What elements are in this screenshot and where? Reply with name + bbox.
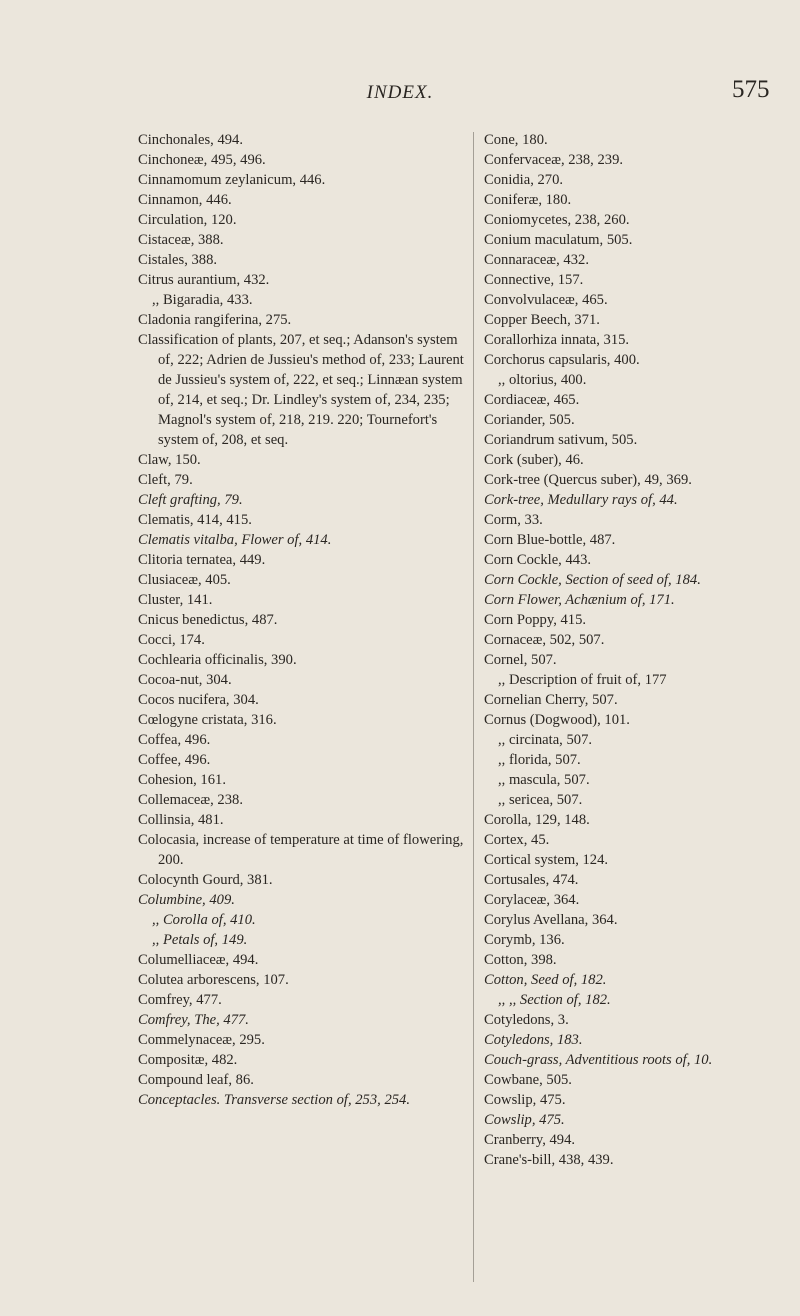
index-entry: Cotton, Seed of, 182.: [484, 972, 607, 988]
index-entry: Corm, 33.: [484, 512, 543, 528]
index-entry: Comfrey, 477.: [138, 992, 222, 1008]
index-entry: Coniferæ, 180.: [484, 192, 572, 208]
index-entry: Citrus aurantium, 432.: [138, 272, 270, 288]
index-entry: Colocynth Gourd, 381.: [138, 872, 273, 888]
index-entry: Clematis, 414, 415.: [138, 512, 252, 528]
index-entry: Coriander, 505.: [484, 412, 575, 428]
index-entry: ,, circinata, 507.: [498, 732, 593, 748]
index-column-right: [484, 130, 784, 1170]
index-entry: Coffee, 496.: [138, 752, 211, 768]
index-entry: ,, ,, Section of, 182.: [498, 992, 611, 1008]
index-entry: Coniomycetes, 238, 260.: [484, 212, 630, 228]
index-entry: Cinchonales, 494.: [138, 132, 243, 148]
index-entry: Cornus (Dogwood), 101.: [484, 712, 630, 728]
index-entry: Corn Cockle, Section of seed of, 184.: [484, 572, 701, 588]
index-entry: Corn Cockle, 443.: [484, 552, 592, 568]
index-entry: Cnicus benedictus, 487.: [138, 612, 278, 628]
column-divider: [473, 132, 474, 1282]
index-entry: Corolla, 129, 148.: [484, 812, 590, 828]
index-entry: Connaraceæ, 432.: [484, 252, 589, 268]
index-entry: Confervaceæ, 238, 239.: [484, 152, 624, 168]
index-entry: Cornel, 507.: [484, 652, 557, 668]
index-entry: Cotyledons, 183.: [484, 1032, 583, 1048]
index-entry: ,, Description of fruit of, 177: [498, 672, 667, 688]
index-entry: Corymb, 136.: [484, 932, 565, 948]
index-entry: Clematis vitalba, Flower of, 414.: [138, 532, 332, 548]
index-entry: Conium maculatum, 505.: [484, 232, 633, 248]
index-entry: Cotyledons, 3.: [484, 1012, 569, 1028]
index-entry: Cork-tree, Medullary rays of, 44.: [484, 492, 678, 508]
index-entry: Corallorhiza innata, 315.: [484, 332, 630, 348]
index-entry: ,, Bigaradia, 433.: [152, 292, 253, 308]
index-entry: Compositæ, 482.: [138, 1052, 238, 1068]
index-entry: Classification of plants, 207, et seq.; Adanson's system of, 222; Adrien de Jussieu's method of, 233; Laurent de Jussieu's system of, 222, et seq.; Linnæan system of, 214, et seq.; Dr. Lindley's system of, 234, 235; Magnol's system of, 218, 219. 220; Tournefort's system of, 208, et seq.: [138, 332, 464, 448]
index-entry: Claw, 150.: [138, 452, 201, 468]
index-entry: Cocci, 174.: [138, 632, 205, 648]
index-entry: Conidia, 270.: [484, 172, 564, 188]
index-entry: Cinnamomum zeylanicum, 446.: [138, 172, 326, 188]
index-entry: Coffea, 496.: [138, 732, 211, 748]
index-entry: Corylaceæ, 364.: [484, 892, 580, 908]
index-entry: ,, Petals of, 149.: [152, 932, 248, 948]
index-entry: Cranberry, 494.: [484, 1132, 576, 1148]
index-entry: Collemaceæ, 238.: [138, 792, 243, 808]
index-entry: Columbine, 409.: [138, 892, 235, 908]
index-entry: Columelliaceæ, 494.: [138, 952, 259, 968]
index-entry: Cork (suber), 46.: [484, 452, 584, 468]
page-number: 575: [732, 76, 770, 103]
index-entry: ,, oltorius, 400.: [498, 372, 587, 388]
index-entry: Cistales, 388.: [138, 252, 218, 268]
index-entry: Cleft grafting, 79.: [138, 492, 243, 508]
index-entry: Cornaceæ, 502, 507.: [484, 632, 605, 648]
index-entry: Crane's-bill, 438, 439.: [484, 1152, 614, 1168]
index-entry: Cluster, 141.: [138, 592, 213, 608]
index-column-left: [138, 130, 473, 1110]
index-entry: Cowslip, 475.: [484, 1092, 566, 1108]
index-entry: Clusiaceæ, 405.: [138, 572, 231, 588]
index-entry: Cochlearia officinalis, 390.: [138, 652, 297, 668]
index-entry: Couch-grass, Adventitious roots of, 10.: [484, 1052, 713, 1068]
index-entry: Cortical system, 124.: [484, 852, 609, 868]
page-header-title: INDEX.: [366, 82, 434, 103]
index-entry: Cortusales, 474.: [484, 872, 579, 888]
index-entry: Cowbane, 505.: [484, 1072, 572, 1088]
index-entry: Cocos nucifera, 304.: [138, 692, 259, 708]
index-entry: Copper Beech, 371.: [484, 312, 600, 328]
index-entry: Cotton, 398.: [484, 952, 557, 968]
index-entry: Cinnamon, 446.: [138, 192, 232, 208]
index-entry: Cistaceæ, 388.: [138, 232, 224, 248]
index-entry: Compound leaf, 86.: [138, 1072, 254, 1088]
index-entry: Convolvulaceæ, 465.: [484, 292, 608, 308]
index-entry: Colutea arborescens, 107.: [138, 972, 289, 988]
index-entry: Corn Flower, Achænium of, 171.: [484, 592, 675, 608]
index-entry: Cornelian Cherry, 507.: [484, 692, 618, 708]
index-entry: Conceptacles. Transverse section of, 253, 254.: [138, 1092, 410, 1108]
index-entry: Corn Poppy, 415.: [484, 612, 587, 628]
index-entry: ,, mascula, 507.: [498, 772, 590, 788]
index-entry: Corn Blue-bottle, 487.: [484, 532, 616, 548]
index-entry: Connective, 157.: [484, 272, 584, 288]
index-entry: Coriandrum sativum, 505.: [484, 432, 638, 448]
index-entry: Cleft, 79.: [138, 472, 193, 488]
index-entry: ,, sericea, 507.: [498, 792, 583, 808]
index-entry: Corylus Avellana, 364.: [484, 912, 618, 928]
index-entry: ,, Corolla of, 410.: [152, 912, 256, 928]
index-entry: Cohesion, 161.: [138, 772, 226, 788]
index-entry: Colocasia, increase of temperature at time of flowering, 200.: [138, 832, 464, 868]
index-entry: Cortex, 45.: [484, 832, 550, 848]
index-entry: Cœlogyne cristata, 316.: [138, 712, 277, 728]
index-entry: Commelynaceæ, 295.: [138, 1032, 265, 1048]
index-entry: Cork-tree (Quercus suber), 49, 369.: [484, 472, 692, 488]
index-entry: Cinchoneæ, 495, 496.: [138, 152, 266, 168]
index-entry: Clitoria ternatea, 449.: [138, 552, 266, 568]
index-entry: Cowslip, 475.: [484, 1112, 565, 1128]
index-entry: Corchorus capsularis, 400.: [484, 352, 640, 368]
index-entry: Cocoa-nut, 304.: [138, 672, 232, 688]
index-entry: Cladonia rangiferina, 275.: [138, 312, 292, 328]
index-entry: Cordiaceæ, 465.: [484, 392, 580, 408]
index-entry: Cone, 180.: [484, 132, 548, 148]
index-entry: Circulation, 120.: [138, 212, 237, 228]
index-entry: ,, florida, 507.: [498, 752, 581, 768]
index-entry: Comfrey, The, 477.: [138, 1012, 249, 1028]
index-entry: Collinsia, 481.: [138, 812, 224, 828]
